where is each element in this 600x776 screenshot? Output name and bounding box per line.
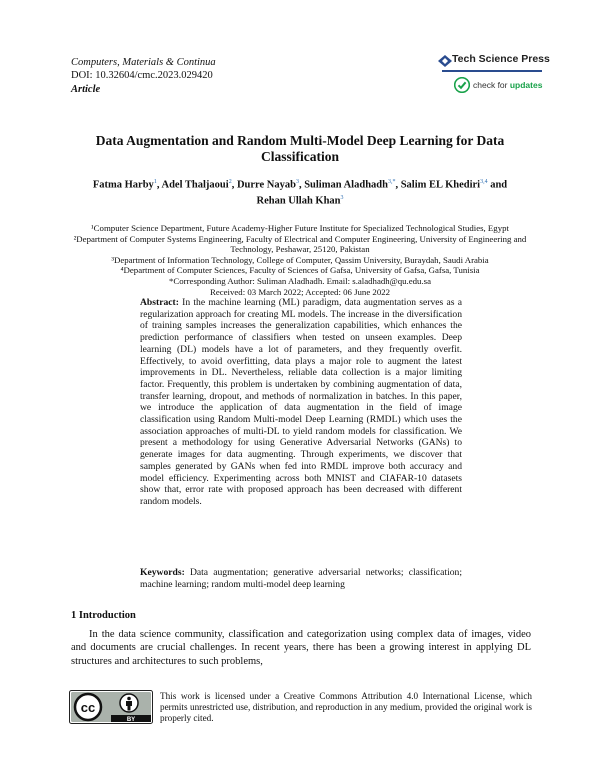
cc-by-license-badge[interactable] — [69, 690, 153, 724]
affiliations — [70, 223, 530, 297]
publisher-underline — [442, 70, 542, 72]
abstract-label: Abstract: — [140, 297, 179, 308]
paper-title: Data Augmentation and Random Multi-Model Deep Learning for Data Classification — [95, 133, 505, 164]
doi[interactable]: DOI: 10.32604/cmc.2023.029420 — [71, 70, 213, 81]
publisher-badge-icon — [438, 55, 452, 67]
article-type: Article — [71, 84, 101, 95]
keywords-text: Data augmentation; generative adversarial networks; classification; machine learning; random multi-model deep learning — [140, 567, 462, 590]
author-name: Salim EL Khediri — [400, 179, 481, 191]
journal-name: Computers, Materials & Continua — [71, 57, 216, 68]
author-name: Durre Nayab — [236, 179, 296, 191]
cc-text: cc — [80, 700, 96, 715]
author-list — [80, 176, 520, 207]
author-name: Rehan Ullah Khan — [256, 195, 341, 206]
check-updates-icon — [454, 77, 470, 93]
author-affiliation-mark[interactable]: 1 — [153, 179, 157, 185]
author-affiliation-mark[interactable]: 3 — [295, 179, 299, 185]
author-separator: , — [156, 179, 162, 191]
author-separator: , — [395, 179, 401, 191]
keywords — [140, 567, 462, 590]
affiliation-line: ²Department of Computer Systems Engineering, Faculty of Electrical and Computer Engineering, University of Engineering and Technology, Peshawar, 25120, Pakistan — [73, 233, 527, 255]
by-text: BY — [126, 717, 136, 723]
affiliation-line: ⁴Department of Computer Sciences, Faculty of Sciences of Gafsa, University of Gafsa, Gafsa, Tunisia — [120, 265, 480, 276]
author-affiliation-mark[interactable]: 2 — [228, 179, 232, 185]
check-updates-text: check for updates — [473, 80, 543, 90]
author-affiliation-mark[interactable]: 3,4 — [480, 179, 488, 185]
keywords-label: Keywords: — [140, 567, 185, 578]
abstract-text: In the machine learning (ML) paradigm, data augmentation serves as a regularization approach for creating ML models. The increase in the diversification of training samples increases the generalization capabilities, which enhances the prediction performance of classifiers when tested on unseen examples. Deep learning (DL) models have a lot of parameters, and they frequently overfit. Effectively, to avoid overfitting, data plays a major role to augment the latest improvements in DL. Nevertheless, reliable data collection is a major limiting factor. Frequently, this problem is undertaken by combining augmentation of data, transfer learning, dropout, and methods of normalization in batches. In this paper, we introduce the application of data augmentation in the field of image classification using Random Multi-model Deep Learning (RMDL) which uses the association approaches of multi-DL to yield random models for classification. We present a methodology for using Generative Adversarial Networks (GANs) to generate images for data augmenting. Through experiments, we discover that samples generated by GANs when fed into RMDL improve both accuracy and model efficiency. Experimenting across both MNIST and CIAFAR-10 datasets show that, error rate with proposed approach has been decreased with different random models. — [140, 297, 462, 507]
author-separator: , — [298, 179, 305, 191]
author-separator: and — [487, 179, 508, 191]
publisher-name: Tech Science Press — [452, 53, 550, 65]
affiliation-line: ¹Computer Science Department, Future Academy-Higher Future Institute for Specialized Technological Studies, Egypt — [91, 223, 509, 233]
intro-paragraph: In the data science community, classification and categorization using complex data of images, video and documents are crucial challenges. In recent years, there has been a growing interest in applying DL structures and architectures to such problems, — [71, 629, 531, 667]
author-separator: , — [231, 179, 237, 191]
affiliation-line: *Corresponding Author: Suliman Aladhadh. Email: s.aladhadh@qu.edu.sa — [169, 275, 431, 286]
abstract — [140, 297, 462, 508]
license-text: This work is licensed under a Creative Commons Attribution 4.0 International License, which permits unrestricted use, distribution, and reproduction in any medium, provided the original work is properly cited. — [160, 691, 532, 724]
affiliation-line: Received: 03 March 2022; Accepted: 06 June 2022 — [209, 286, 391, 297]
publisher-logo — [438, 53, 550, 69]
section-heading: 1 Introduction — [71, 610, 136, 621]
check-for-updates-badge[interactable] — [454, 77, 544, 95]
cc-by-icon — [69, 690, 153, 724]
author-name: Adel Thaljaoui — [161, 179, 229, 191]
author-affiliation-mark[interactable]: 3 — [340, 194, 344, 201]
author-name: Fatma Harby — [92, 179, 154, 191]
author-affiliation-mark[interactable]: 3,* — [387, 179, 396, 185]
author-name: Suliman Aladhadh — [304, 179, 388, 191]
affiliation-line: ³Department of Information Technology, College of Computer, Qassim University, Buraydah, Saudi Arabia — [111, 254, 489, 265]
